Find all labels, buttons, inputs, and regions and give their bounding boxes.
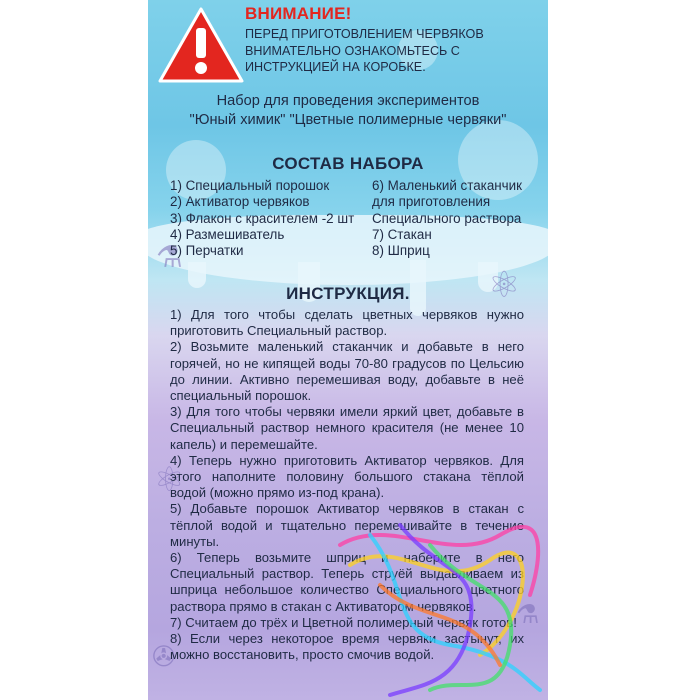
flask-icon: ⚗ — [516, 600, 540, 630]
warning-text — [245, 26, 545, 76]
list-item: 3) Флакон с красителем -2 шт — [170, 210, 355, 226]
instruction-step: 3) Для того чтобы червяки имели яркий цвет, добавьте в Специальный раствор немного красителя (не менее 10 капель) и перемешайте. — [170, 404, 524, 452]
contents-heading: СОСТАВ НАБОРА — [272, 154, 424, 173]
flask-icon: ⚗ — [156, 240, 183, 275]
kit-title-line: "Юный химик" "Цветные полимерные червяки" — [189, 112, 507, 128]
instruction-step: 4) Теперь нужно приготовить Активатор червяков. Для этого наполните половину большого стакана тёплой водой (можно прямо из-под крана). — [170, 452, 524, 501]
warning-line: ИНСТРУКЦИЕЙ НА КОРОБКЕ. — [245, 60, 426, 74]
list-item: 2) Активатор червяков — [170, 194, 310, 210]
warning-title: ВНИМАНИЕ! — [245, 4, 352, 23]
contents-list-left — [170, 178, 370, 259]
warning-line: ВНИМАТЕЛЬНО ОЗНАКОМЬТЕСЬ С — [245, 43, 460, 58]
instruction-heading: ИНСТРУКЦИЯ. — [286, 284, 410, 303]
list-item: 4) Размешиватель — [170, 226, 285, 242]
kit-title-line: Набор для проведения экспериментов — [216, 93, 480, 109]
list-item: Специального раствора — [372, 210, 522, 226]
list-item: 5) Перчатки — [170, 243, 244, 259]
instruction-step: 1) Для того чтобы сделать цветных червяков нужно приготовить Специальный раствор. — [170, 307, 524, 339]
list-item: 1) Специальный порошок — [170, 178, 330, 193]
warning-triangle-icon — [158, 6, 244, 84]
atom-icon: ⚛ — [154, 460, 185, 500]
microscope-icon: ✇ — [152, 640, 176, 673]
kit-title — [158, 92, 538, 130]
instruction-step: 6) Теперь возьмите шприц и наберите в него Специальный раствор. Теперь струёй выдавливаем из шприца небольшое количество Специального цветного раствора прямо в стакан с Активатором червяков. — [170, 550, 524, 614]
atom-icon: ⚛ — [488, 265, 521, 306]
contents-list-right — [372, 178, 542, 259]
list-item: для приготовления — [372, 194, 491, 210]
instruction-step: 8) Если через некоторое время червяки застынут, их можно восстановить, просто смочив водой. — [170, 631, 524, 663]
list-item: 7) Стакан — [372, 226, 432, 242]
warning-line: ПЕРЕД ПРИГОТОВЛЕНИЕМ ЧЕРВЯКОВ — [245, 27, 484, 41]
polymer-worms-illustration — [330, 505, 550, 700]
instruction-step: 2) Возьмите маленький стаканчик и добавьте в него горячей, но не кипящей воды 70-80 градусов по Цельсию до линии. Активно перемешивая воду, добавьте в неё специальный порошок. — [170, 339, 524, 404]
instruction-step: 7) Считаем до трёх и Цветной полимерный червяк готов! — [170, 614, 517, 630]
list-item: 6) Маленький стаканчик — [372, 178, 522, 193]
list-item: 8) Шприц — [372, 243, 430, 259]
instruction-step: 5) Добавьте порошок Активатор червяков в стакан с тёплой водой и тщательно перемешивайте в течение минуты. — [170, 501, 524, 549]
